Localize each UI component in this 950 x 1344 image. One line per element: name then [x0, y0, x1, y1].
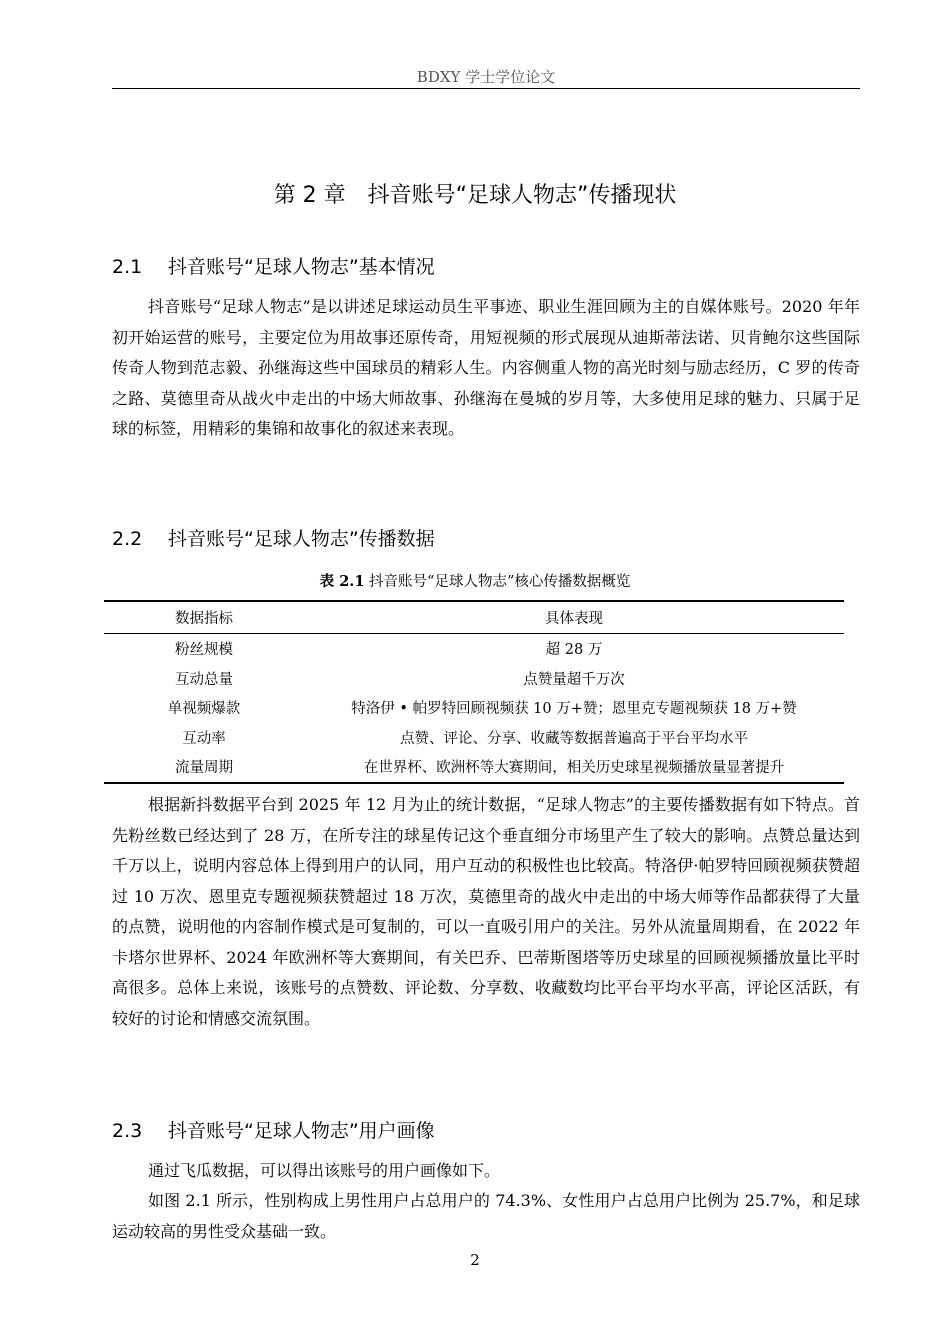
section-title: 抖音账号“足球人物志”基本情况 [168, 256, 435, 278]
section-heading-2-3 [112, 1116, 435, 1143]
table-header-cell: 具体表现 [304, 601, 844, 634]
section-heading-2-1 [112, 252, 435, 279]
table-row [104, 664, 844, 694]
table-cell: 在世界杯、欧洲杯等大赛期间，相关历史球星视频播放量显著提升 [304, 752, 844, 783]
table-caption-text: 抖音账号“足球人物志”核心传播数据概览 [369, 574, 631, 590]
section-title: 抖音账号“足球人物志”传播数据 [168, 528, 435, 550]
header-rule [112, 88, 860, 89]
table-caption [0, 570, 950, 591]
table-cell: 超 28 万 [545, 642, 603, 659]
table-row [104, 752, 844, 783]
table-row [104, 634, 844, 664]
chapter-title: 第 2 章 抖音账号“足球人物志”传播现状 [273, 183, 677, 208]
section-number: 2.1 [112, 256, 143, 278]
table-cell: 粉丝规模 [175, 642, 233, 659]
page-number: 2 [470, 1251, 480, 1269]
body-paragraph: 根据新抖数据平台到 2025 年 12 月为止的统计数据，“足球人物志”的主要传播数据有如下特点。首先粉丝数已经达到了 28 万，在所专注的球星传记这个垂直细分市场里产生了较大的影响。点赞总量达到千万以上，说明内容总体上得到用户的认同，用户互动的积极性也比较高。特洛伊·帕罗特回顾视频获赞超过 10 万次、恩里克专题视频获赞超过 18 万次，莫德里奇的战火中走出的中场大师等作品都获得了大量的点赞，说明他的内容制作模式是可复制的，可以一直吸引用户的关注。另外从流量周期看，在 2022 年卡塔尔世界杯、2024 年欧洲杯等大赛期间，有关巴乔、巴蒂斯图塔等历史球星的回顾视频播放量比平时高很多。总体上来说，该账号的点赞数、评论数、分享数、收藏数均比平台平均水平高，评论区活跃，有较好的讨论和情感交流氛围。 [112, 795, 860, 1028]
body-paragraph: 抖音账号“足球人物志”是以讲述足球运动员生平事迹、职业生涯回顾为主的自媒体账号。2020 年年初开始运营的账号，主要定位为用故事还原传奇，用短视频的形式展现从迪斯蒂法诺、贝肯鲍尔这些国际传奇人物到范志毅、孙继海这些中国球员的精彩人生。内容侧重人物的高光时刻与励志经历，C 罗的传奇之路、莫德里奇从战火中走出的中场大师故事、孙继海在曼城的岁月等，大多使用足球的魅力、只属于足球的标签，用精彩的集锦和故事化的叙述来表现。 [112, 297, 860, 438]
body-paragraph: 通过飞瓜数据，可以得出该账号的用户画像如下。 [148, 1161, 501, 1180]
table-cell: 特洛伊 • 帕罗特回顾视频获 10 万+赞；恩里克专题视频获 18 万+赞 [351, 701, 797, 718]
table-cell: 互动率 [182, 730, 226, 747]
table-caption-label: 表 2.1 [319, 573, 365, 590]
table-cell: 互动总量 [175, 671, 233, 688]
data-table [104, 600, 844, 784]
table-cell: 流量周期 [104, 752, 304, 783]
section-heading-2-2 [112, 524, 435, 551]
table-row [104, 693, 844, 723]
table-cell: 点赞、评论、分享、收藏等数据普遍高于平台平均水平 [400, 730, 748, 747]
section-title: 抖音账号“足球人物志”用户画像 [168, 1120, 435, 1142]
running-header: BDXY 学士学位论文 [416, 68, 556, 86]
section-number: 2.3 [112, 1120, 143, 1142]
table-cell: 单视频爆款 [167, 701, 241, 718]
body-paragraph: 如图 2.1 所示，性别构成上男性用户占总用户的 74.3%、女性用户占总用户比例为 25.7%，和足球运动较高的男性受众基础一致。 [112, 1191, 860, 1241]
section-number: 2.2 [112, 528, 143, 550]
table-row [104, 723, 844, 753]
table-cell: 点赞量超千万次 [523, 671, 625, 688]
table-header-cell: 数据指标 [104, 601, 304, 634]
table-header-row [104, 601, 844, 634]
